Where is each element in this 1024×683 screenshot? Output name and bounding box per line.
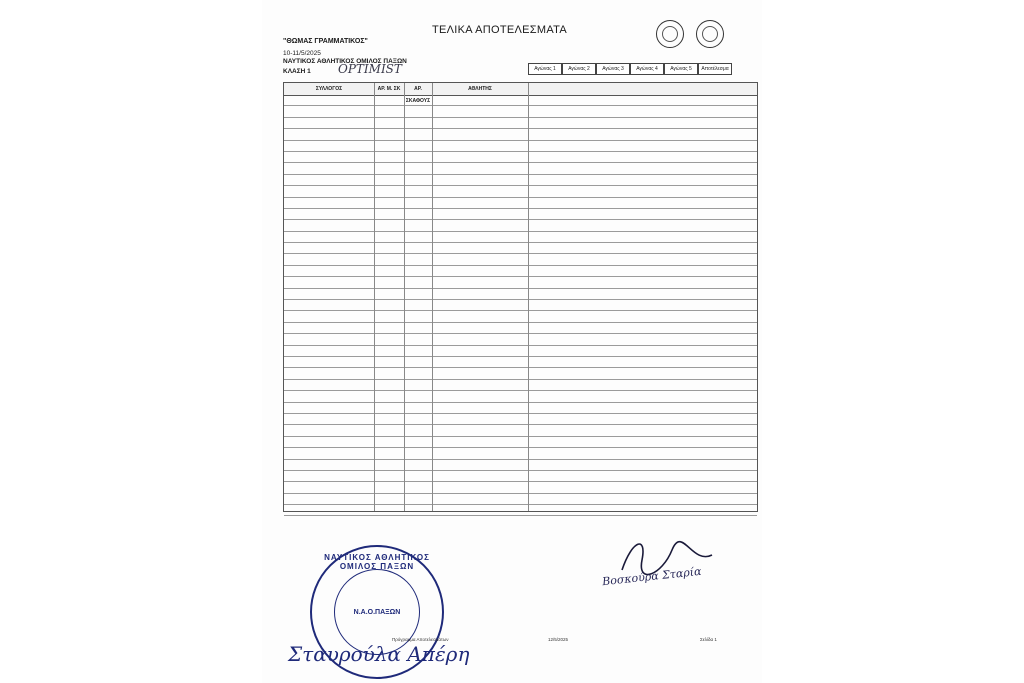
signature-right-name: Βοσκούρα Σταρία xyxy=(601,564,703,589)
table-row xyxy=(284,494,757,505)
handwritten-signature-bottom: Σταυρούλα Απέρη xyxy=(288,642,470,666)
footer-date: 12/5/2025 xyxy=(548,637,569,642)
table-row xyxy=(284,118,757,129)
column-header: ΣΥΛΛΟΓΟΣ xyxy=(315,86,343,92)
table-row xyxy=(284,323,757,334)
column-header: ΑΘΛΗΤΗΣ xyxy=(468,86,492,92)
table-row xyxy=(284,141,757,152)
table-row xyxy=(284,232,757,243)
table-row xyxy=(284,186,757,197)
column-divider xyxy=(528,83,529,511)
table-row xyxy=(284,505,757,516)
column-header: ΑΡ. Μ. ΣΚ xyxy=(377,86,401,92)
race-header: Αγώνας 3 xyxy=(596,63,630,75)
table-row xyxy=(284,391,757,402)
table-row xyxy=(284,152,757,163)
table-row xyxy=(284,380,757,391)
table-row xyxy=(284,448,757,459)
class-label: ΚΛΑΣΗ 1 xyxy=(283,68,311,75)
table-row xyxy=(284,243,757,254)
table-body xyxy=(284,95,757,511)
event-name: "ΘΩΜΑΣ ΓΡΑΜΜΑΤΙΚΟΣ" xyxy=(283,38,368,45)
table-row xyxy=(284,460,757,471)
race-header: Αγώνας 5 xyxy=(664,63,698,75)
table-row xyxy=(284,175,757,186)
class-handwritten: OPTIMIST xyxy=(338,62,402,76)
event-dates: 10-11/5/2025 xyxy=(283,50,321,57)
table-row xyxy=(284,437,757,448)
seal-center-text: Ν.Α.Ο.ΠΑΞΩΝ xyxy=(353,609,401,616)
footer-page: Σελίδα 1 xyxy=(700,637,717,642)
table-row xyxy=(284,198,757,209)
table-row xyxy=(284,106,757,117)
race-header: Αποτέλεσμα xyxy=(698,63,732,75)
column-divider xyxy=(432,83,433,511)
table-row xyxy=(284,334,757,345)
table-row xyxy=(284,471,757,482)
table-row xyxy=(284,357,757,368)
organizing-club: ΝΑΥΤΙΚΟΣ ΑΘΛΗΤΙΚΟΣ ΟΜΙΛΟΣ ΠΑΞΩΝ xyxy=(283,58,407,65)
table-row xyxy=(284,95,757,106)
table-row xyxy=(284,414,757,425)
federation-logo-icon xyxy=(656,20,684,48)
table-row xyxy=(284,254,757,265)
race-header: Αγώνας 2 xyxy=(562,63,596,75)
race-header: Αγώνας 4 xyxy=(630,63,664,75)
table-row xyxy=(284,403,757,414)
table-row xyxy=(284,368,757,379)
document-title: ΤΕΛΙΚΑ ΑΠΟΤΕΛΕΣΜΑΤΑ xyxy=(432,24,567,36)
table-row xyxy=(284,425,757,436)
table-row xyxy=(284,311,757,322)
seal-ring-text: ΝΑΥΤΙΚΟΣ ΑΘΛΗΤΙΚΟΣ ΟΜΙΛΟΣ ΠΑΞΩΝ xyxy=(324,553,430,571)
column-divider xyxy=(404,83,405,511)
column-divider xyxy=(374,83,375,511)
table-row xyxy=(284,163,757,174)
column-header: ΑΡ. ΣΚΑΦΟΥΣ xyxy=(405,86,431,104)
table-row xyxy=(284,482,757,493)
table-row xyxy=(284,300,757,311)
table-row xyxy=(284,266,757,277)
table-row xyxy=(284,346,757,357)
table-row xyxy=(284,220,757,231)
table-row xyxy=(284,277,757,288)
table-row xyxy=(284,209,757,220)
results-table xyxy=(283,82,758,512)
table-row xyxy=(284,129,757,140)
club-logo-icon xyxy=(696,20,724,48)
table-row xyxy=(284,289,757,300)
footer-left: Πρόγραμμα Αποτελεσμάτων xyxy=(392,637,449,642)
race-header: Αγώνας 1 xyxy=(528,63,562,75)
